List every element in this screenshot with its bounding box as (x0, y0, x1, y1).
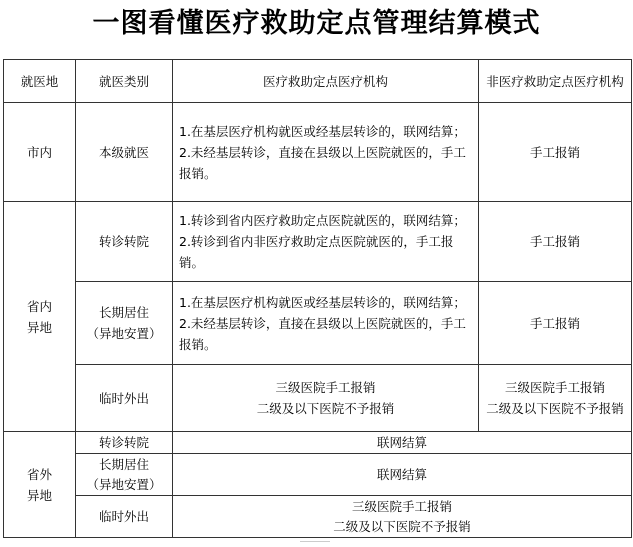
region-out-of-province: 省外 异地 (4, 432, 76, 538)
table-row (4, 202, 632, 282)
designated-line: 1.在基层医疗机构就医或经基层转诊的，联网结算； (179, 123, 466, 139)
table-row (4, 432, 632, 454)
bottom-divider (300, 541, 330, 545)
non-designated-cell: 手工报销 (479, 202, 632, 282)
designated-cell (173, 282, 479, 365)
table-header-row (4, 60, 632, 103)
table-row (4, 365, 632, 432)
table-row (4, 282, 632, 365)
designated-cell (173, 103, 479, 202)
combined-settlement-cell: 联网结算 (173, 454, 632, 496)
non-designated-cell: 三级医院手工报销 二级及以下医院不予报销 (479, 365, 632, 432)
category-temporary-travel: 临时外出 (76, 496, 173, 538)
category-referral: 转诊转院 (76, 202, 173, 282)
designated-line: 2.转诊到省内非医疗救助定点医院就医的，手工报销。 (179, 234, 454, 270)
non-designated-cell: 手工报销 (479, 103, 632, 202)
category-long-term-residence: 长期居住 （异地安置） (76, 282, 173, 365)
header-non-designated: 非医疗救助定点医疗机构 (479, 60, 632, 103)
header-category: 就医类别 (76, 60, 173, 103)
category-temporary-travel: 临时外出 (76, 365, 173, 432)
category-long-term-residence: 长期居住 （异地安置） (76, 454, 173, 496)
designated-line: 2.未经基层转诊，直接在县级以上医院就医的，手工报销。 (179, 315, 466, 352)
region-in-province: 省内 异地 (4, 202, 76, 432)
category-referral: 转诊转院 (76, 432, 173, 454)
designated-cell (173, 202, 479, 282)
settlement-mode-table (3, 59, 632, 538)
table-row (4, 496, 632, 538)
non-designated-cell: 手工报销 (479, 282, 632, 365)
combined-settlement-cell: 联网结算 (173, 432, 632, 454)
table-row (4, 454, 632, 496)
page-title: 一图看懂医疗救助定点管理结算模式 (92, 8, 541, 39)
designated-line: 1.在基层医疗机构就医或经基层转诊的，联网结算； (179, 294, 466, 310)
region-city: 市内 (4, 103, 76, 202)
designated-line: 1.转诊到省内医疗救助定点医院就医的，联网结算； (179, 213, 466, 228)
header-designated: 医疗救助定点医疗机构 (173, 60, 479, 103)
combined-settlement-cell: 三级医院手工报销 二级及以下医院不予报销 (173, 496, 632, 538)
category-local: 本级就医 (76, 103, 173, 202)
table-row (4, 103, 632, 202)
designated-line: 2.未经基层转诊，直接在县级以上医院就医的，手工报销。 (179, 144, 466, 181)
designated-cell: 三级医院手工报销 二级及以下医院不予报销 (173, 365, 479, 432)
header-region: 就医地 (4, 60, 76, 103)
